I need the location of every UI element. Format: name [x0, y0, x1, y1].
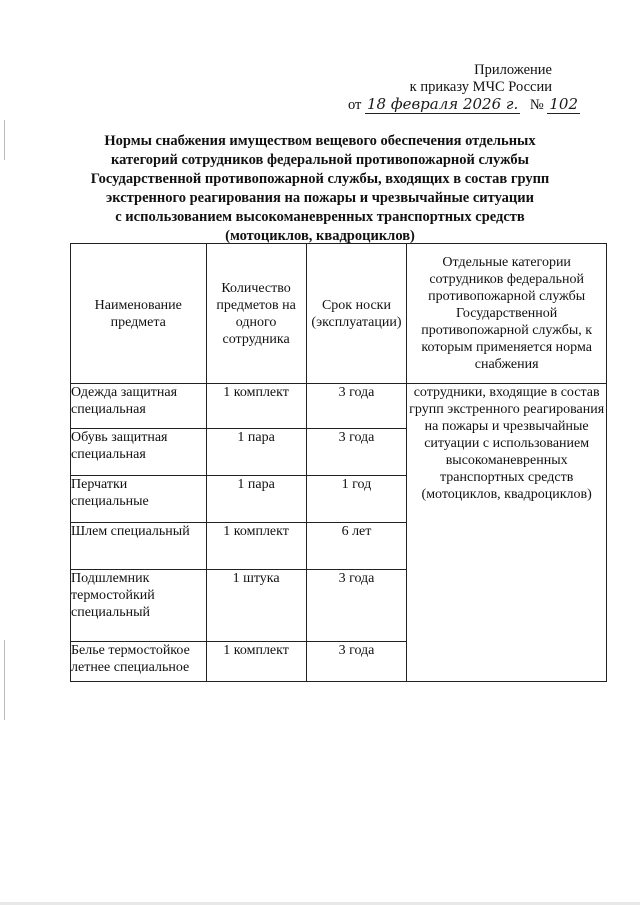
title-line: категорий сотрудников федеральной противопожарной службы — [111, 152, 529, 168]
header-wear-term: Срок носки (эксплуатации) — [306, 244, 407, 384]
appendix-block — [320, 62, 578, 114]
title-line: Государственной противопожарной службы, входящих в состав групп — [90, 171, 550, 187]
table-row — [71, 384, 607, 429]
item-quantity: 1 комплект — [206, 642, 306, 682]
item-term: 6 лет — [306, 523, 407, 570]
item-name: Белье термостойкое летнее специальное — [71, 642, 207, 682]
header-item-name: Наименование предмета — [71, 244, 207, 384]
item-quantity: 1 пара — [206, 429, 306, 476]
title-line: Нормы снабжения имуществом вещевого обеспечения отдельных — [104, 133, 536, 149]
item-quantity: 1 комплект — [206, 384, 306, 429]
item-term: 3 года — [306, 429, 407, 476]
norms-table — [70, 243, 607, 682]
appendix-title: Приложение — [474, 62, 552, 78]
item-quantity: 1 комплект — [206, 523, 306, 570]
item-term: 1 год — [306, 476, 407, 523]
item-name: Подшлемник термостойкий специальный — [71, 570, 207, 642]
header-quantity: Количество предметов на одного сотрудника — [206, 244, 306, 384]
item-name: Одежда защитная специальная — [71, 384, 207, 429]
item-name: Перчатки специальные — [71, 476, 207, 523]
item-name: Шлем специальный — [71, 523, 207, 570]
table-header-row — [71, 244, 607, 384]
number-label: № — [529, 97, 544, 113]
handwritten-date: 18 февраля 2026 г. — [366, 95, 519, 113]
title-line: с использованием высокоманевренных транспортных средств — [115, 209, 525, 225]
title-line: (мотоциклов, квадроциклов) — [225, 228, 415, 244]
title-line: экстренного реагирования на пожары и чрезвычайные ситуации — [106, 190, 534, 206]
applies-to-cell: сотрудники, входящие в состав групп экстренного реагирования на пожары и чрезвычайные ситуации с использованием высокоманевренных транспортных средств (мотоциклов, квадроциклов) — [407, 384, 607, 682]
document-title — [60, 132, 580, 246]
item-term: 3 года — [306, 384, 407, 429]
scan-margin-mark — [4, 640, 5, 720]
item-term: 3 года — [306, 642, 407, 682]
item-quantity: 1 штука — [206, 570, 306, 642]
appendix-date-line — [348, 96, 580, 114]
date-prefix: от — [347, 97, 362, 113]
item-quantity: 1 пара — [206, 476, 306, 523]
scan-margin-mark — [4, 120, 5, 160]
item-term: 3 года — [306, 570, 407, 642]
item-name: Обувь защитная специальная — [71, 429, 207, 476]
handwritten-number: 102 — [549, 95, 578, 113]
appendix-order-ref: к приказу МЧС России — [409, 79, 552, 95]
header-categories: Отдельные категории сотрудников федеральной противопожарной службы Государственной противопожарной службы, к которым применяется норма снабжения — [407, 244, 607, 384]
